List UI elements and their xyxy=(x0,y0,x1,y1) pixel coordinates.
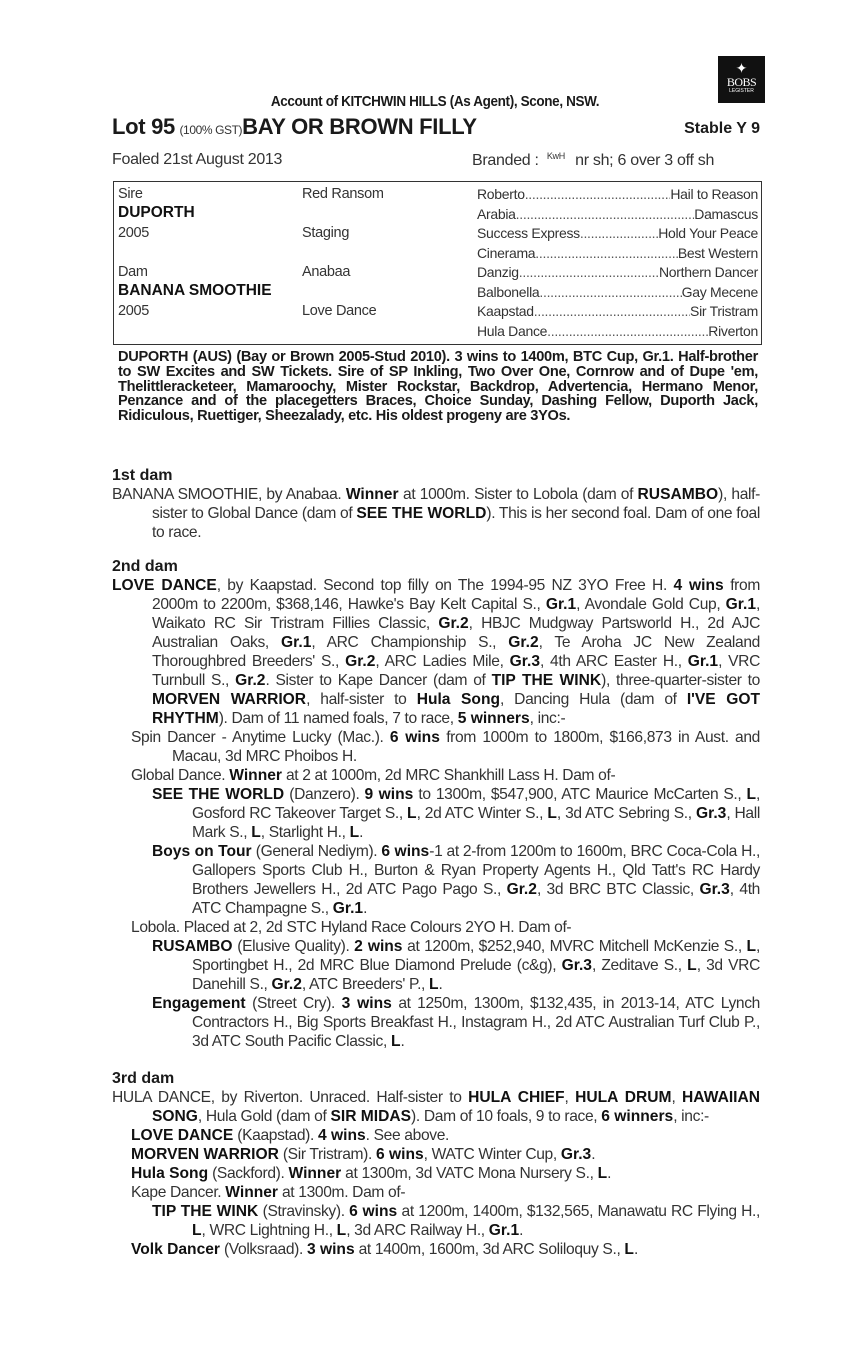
highlight-text: Gr.2 xyxy=(235,672,266,689)
body-text: at 1300m. Dam of- xyxy=(278,1184,406,1201)
leader-dots xyxy=(539,284,681,300)
sire-label: Sire xyxy=(118,186,143,202)
progeny-entry xyxy=(112,918,760,937)
body-text: Lobola. Placed at 2, 2d STC Hyland Race Colours 2YO H. Dam of- xyxy=(131,919,572,936)
g3-horse: Cinerama xyxy=(477,244,536,261)
pedigree-g3-row xyxy=(477,245,758,261)
body-text: , ARC Ladies Mile, xyxy=(375,653,510,670)
highlight-text: Gr.1 xyxy=(281,634,312,651)
body-text: ). Dam of 10 foals, 9 to race, xyxy=(411,1108,602,1125)
body-text: BANANA SMOOTHIE, by Anabaa. xyxy=(112,486,346,503)
highlight-text: SIR MIDAS xyxy=(330,1108,412,1125)
body-text: . xyxy=(519,1222,524,1239)
body-text: -1 at 2-from 1200m to 1600m, BRC Coca-Cola H., Gallopers Sports Club H., Burton & Ryan Property Agents H., Qld Tatt's RC Hardy Brothers Jewellers H., 2d ATC Pago Pago S., xyxy=(192,843,761,898)
body-text: , half-sister to xyxy=(306,691,417,708)
body-text: , Zeditave S., xyxy=(591,957,688,974)
body-text: at 1200m, $252,940, MVRC Mitchell McKenzie S., xyxy=(402,938,747,955)
highlight-text: 6 wins xyxy=(349,1203,398,1220)
highlight-text: Hula Song xyxy=(131,1165,209,1182)
body-text: ). Dam of 11 named foals, 7 to race, xyxy=(218,710,458,727)
highlight-text: L xyxy=(624,1241,634,1258)
highlight-text: Gr.1 xyxy=(488,1222,520,1239)
progeny-entry xyxy=(112,1240,760,1259)
highlight-text: LOVE DANCE xyxy=(131,1127,234,1144)
brand-mark: KwH xyxy=(546,151,565,161)
highlight-text: 4 wins xyxy=(317,1127,366,1144)
highlight-text: Winner xyxy=(229,767,282,784)
leader-dots xyxy=(547,323,708,339)
dam-label: Dam xyxy=(118,264,148,280)
body-text: , VRC Turnbull S., xyxy=(152,653,761,689)
highlight-text: Gr.1 xyxy=(687,653,719,670)
highlight-text: Winner xyxy=(225,1184,278,1201)
first-dam-heading: 1st dam xyxy=(112,467,173,484)
body-text: , Dancing Hula (dam of xyxy=(500,691,687,708)
leader-dots xyxy=(519,264,659,280)
g3-sire: Northern Dancer xyxy=(659,264,758,280)
highlight-text: 6 wins xyxy=(389,729,440,746)
highlight-text: L xyxy=(429,976,439,993)
body-text: (Kaapstad). xyxy=(233,1127,318,1144)
third-dam-heading: 3rd dam xyxy=(112,1070,175,1087)
body-text: at 1400m, 1600m, 3d ARC Soliloquy S., xyxy=(354,1241,625,1258)
body-text: , ATC Breeders' P., xyxy=(301,976,430,993)
highlight-text: Gr.1 xyxy=(725,596,756,613)
body-text: , xyxy=(564,1089,576,1106)
body-text: (Sackford). xyxy=(208,1165,289,1182)
highlight-text: 6 wins xyxy=(376,1146,424,1163)
sire-sire: Red Ransom xyxy=(302,186,384,202)
highlight-text: Gr.1 xyxy=(545,596,577,613)
body-text: , Waikato RC Sir Tristram Fillies Classic, xyxy=(152,596,760,632)
body-text: ), half-sister to Global Dance (dam of xyxy=(152,486,760,522)
body-text: Kape Dancer. xyxy=(131,1184,226,1201)
highlight-text: 2 wins xyxy=(354,938,403,955)
lot-number: Lot 95 xyxy=(112,114,175,139)
body-text: (Danzero). xyxy=(284,786,365,803)
body-text: . xyxy=(359,824,364,841)
highlight-text: Winner xyxy=(288,1165,342,1182)
body-text: , 3d ATC Sebring S., xyxy=(556,805,696,822)
body-text: , Te Aroha JC New Zealand Thoroughbred Breeders' S., xyxy=(152,634,760,670)
highlight-text: 6 winners xyxy=(601,1108,674,1125)
body-text: from 1000m to 1800m, $166,873 in Aust. and Macau, 3d MRC Phoibos H. xyxy=(172,729,760,765)
leader-dots xyxy=(580,225,658,241)
dam-dam: Love Dance xyxy=(302,303,377,319)
highlight-text: L xyxy=(407,805,417,822)
highlight-text: Gr.2 xyxy=(438,615,469,632)
body-text: from 2000m to 2200m, $368,146, Hawke's Bay Kelt Capital S., xyxy=(152,577,760,613)
g3-horse: Roberto xyxy=(477,186,525,202)
body-text: , Avondale Gold Cup, xyxy=(576,596,726,613)
highlight-text: MORVEN WARRIOR xyxy=(131,1146,279,1163)
body-text: at 1200m, 1400m, $132,565, Manawatu RC Flying H., xyxy=(397,1203,760,1220)
g3-sire: Damascus xyxy=(694,205,758,222)
body-text: , Hula Gold (dam of xyxy=(197,1108,331,1125)
body-text: , Hall Mark S., xyxy=(192,805,760,841)
grand-progeny-entry xyxy=(112,994,760,1051)
highlight-text: HULA DRUM xyxy=(575,1089,672,1106)
highlight-text: L xyxy=(336,1222,347,1239)
highlight-text: Gr.3 xyxy=(699,881,730,898)
grand-progeny-entry xyxy=(112,842,760,918)
highlight-text: SEE THE WORLD xyxy=(152,786,285,803)
branded-label: Branded : xyxy=(472,152,539,169)
highlight-text: 6 wins xyxy=(381,843,430,860)
sire-summary: DUPORTH (AUS) (Bay or Brown 2005-Stud 2010). 3 wins to 1400m, BTC Cup, Gr.1. Half-brother to SW Excites and SW Tickets. Sire of SP Inkling, Two Over One, Cornrow and of Dupe 'em, Thelittleracketeer, Mamaroochy, Mister Rockstar, Backdrop, Advertencia, Hermano Menor, Penzance and of the placegetters Braces, Choice Sunday, Dashing Fellow, Duporth Jack, Ridiculous, Ruettiger, Sheezalady, etc. His oldest progeny are 3YOs. xyxy=(118,349,758,425)
third-dam-section xyxy=(112,1069,760,1259)
body-text: . xyxy=(633,1241,638,1258)
g3-horse: Kaapstad xyxy=(477,303,534,319)
progeny-entry xyxy=(112,766,760,785)
pedigree-g3-row xyxy=(477,186,758,202)
body-text: (Elusive Quality). xyxy=(232,938,355,955)
grand-progeny-entry xyxy=(112,1202,760,1240)
highlight-text: L xyxy=(192,1222,202,1239)
highlight-text: Gr.1 xyxy=(332,900,364,917)
body-text: (Volksraad). xyxy=(219,1241,307,1258)
progeny-entry xyxy=(112,1145,760,1164)
highlight-text: Gr.2 xyxy=(508,634,539,651)
highlight-text: Volk Dancer xyxy=(131,1241,220,1258)
highlight-text: 5 winners xyxy=(457,710,530,727)
body-text: , 4th ATC Champagne S., xyxy=(192,881,761,917)
body-text: , 3d VRC Danehill S., xyxy=(192,957,760,993)
g3-sire: Sir Tristram xyxy=(690,303,758,319)
sire-dam: Staging xyxy=(302,225,350,241)
highlight-text: TIP THE WINK xyxy=(491,672,602,689)
brand-info xyxy=(472,151,714,170)
sire-year: 2005 xyxy=(118,225,150,241)
progeny-entry xyxy=(112,1126,760,1145)
g3-horse: Arabia xyxy=(477,205,516,222)
body-text: , Gosford RC Takeover Target S., xyxy=(192,786,760,822)
highlight-text: L xyxy=(251,824,261,841)
grand-progeny-entry xyxy=(112,785,760,842)
highlight-text: Engagement xyxy=(152,995,246,1012)
body-text: . xyxy=(438,976,443,993)
highlight-text: L xyxy=(597,1165,608,1182)
sire-name: DUPORTH xyxy=(118,204,195,221)
body-text: at 1300m, 3d VATC Mona Nursery S., xyxy=(341,1165,598,1182)
highlight-text: L xyxy=(746,938,756,955)
body-text: , Sportingbet H., 2d MRC Blue Diamond Prelude (c&g), xyxy=(192,938,760,974)
body-text: . xyxy=(591,1146,596,1163)
body-text: , WATC Winter Cup, xyxy=(423,1146,561,1163)
highlight-text: SEE THE WORLD xyxy=(356,505,487,522)
logo-subtext: LEGISTER xyxy=(729,88,754,94)
dam-entry xyxy=(112,576,760,728)
bird-logo-icon: ✦ xyxy=(735,60,748,76)
dam-year: 2005 xyxy=(118,303,150,319)
g3-sire: Riverton xyxy=(708,322,758,339)
body-text: Global Dance. xyxy=(131,767,230,784)
body-text: to 1300m, $547,900, ATC Maurice McCarten S., xyxy=(413,786,747,803)
dam-entry xyxy=(112,1088,760,1126)
body-text: ). This is her second foal. Dam of one foal to race. xyxy=(152,505,760,541)
body-text: . See above. xyxy=(365,1127,450,1144)
dam-sire: Anabaa xyxy=(302,264,351,280)
highlight-text: Gr.2 xyxy=(506,881,537,898)
body-text: at 1000m. Sister to Lobola (dam of xyxy=(398,486,638,503)
body-text: . Sister to Kape Dancer (dam of xyxy=(265,672,492,689)
dam-entry xyxy=(112,485,760,542)
highlight-text: 4 wins xyxy=(673,577,724,594)
body-text: , HBJC Mudgway Partsworld H., 2d AJC Australian Oaks, xyxy=(152,615,760,651)
highlight-text: 9 wins xyxy=(364,786,414,803)
body-text: (Sir Tristram). xyxy=(278,1146,376,1163)
highlight-text: Gr.2 xyxy=(271,976,302,993)
body-text: . xyxy=(363,900,368,917)
dam-name: BANANA SMOOTHIE xyxy=(118,282,272,299)
highlight-text: L xyxy=(547,805,557,822)
highlight-text: Gr.3 xyxy=(560,1146,592,1163)
highlight-text: L xyxy=(746,786,757,803)
highlight-text: Winner xyxy=(345,486,399,503)
pedigree-table xyxy=(113,181,762,345)
leader-dots xyxy=(525,186,671,202)
body-text: , 4th ARC Easter H., xyxy=(540,653,688,670)
body-text: . xyxy=(400,1033,405,1050)
body-text: , inc:- xyxy=(673,1108,709,1125)
pedigree-g3-row xyxy=(477,303,758,319)
body-text: at 2 at 1000m, 2d MRC Shankhill Lass H. Dam of- xyxy=(281,767,616,784)
highlight-text: RUSAMBO xyxy=(637,486,719,503)
highlight-text: Boys on Tour xyxy=(152,843,252,860)
body-text: . xyxy=(607,1165,612,1182)
progeny-entry xyxy=(112,728,760,766)
highlight-text: LOVE DANCE xyxy=(112,577,217,594)
second-dam-section xyxy=(112,557,760,1051)
body-text: at 1250m, 1300m, $132,435, in 2013-14, ATC Lynch Contractors H., Big Sports Breakfast H., Instagram H., 2d ATC Australian Turf Club P., 3d ATC South Pacific Classic, xyxy=(192,995,760,1050)
g3-sire: Hold Your Peace xyxy=(658,225,758,241)
body-text: Spin Dancer - Anytime Lucky (Mac.). xyxy=(131,729,390,746)
highlight-text: Gr.3 xyxy=(695,805,727,822)
body-text: , WRC Lightning H., xyxy=(201,1222,337,1239)
body-text: (Stravinsky). xyxy=(258,1203,350,1220)
highlight-text: Gr.2 xyxy=(345,653,376,670)
second-dam-heading: 2nd dam xyxy=(112,558,178,575)
body-text: , ARC Championship S., xyxy=(311,634,509,651)
body-text: , Starlight H., xyxy=(260,824,350,841)
body-text: HULA DANCE, by Riverton. Unraced. Half-sister to xyxy=(112,1089,469,1106)
g3-horse: Danzig xyxy=(477,264,519,280)
highlight-text: I'VE GOT RHYTHM xyxy=(152,691,760,727)
body-text: , by Kaapstad. Second top filly on The 1994-95 NZ 3YO Free H. xyxy=(216,577,674,594)
body-text: , xyxy=(671,1089,683,1106)
pedigree-g3-row xyxy=(477,225,758,241)
lot-title: BAY OR BROWN FILLY xyxy=(242,114,477,139)
highlight-text: L xyxy=(349,824,360,841)
progeny-entry xyxy=(112,1183,760,1202)
g3-horse: Balbonella xyxy=(477,283,540,300)
g3-horse: Hula Dance xyxy=(477,322,548,339)
foaled-date: Foaled 21st August 2013 xyxy=(112,151,283,168)
highlight-text: HULA CHIEF xyxy=(468,1089,565,1106)
g3-horse: Success Express xyxy=(477,225,580,241)
highlight-text: L xyxy=(390,1033,401,1050)
stable-location: Stable Y 9 xyxy=(684,120,760,137)
g3-sire: Best Western xyxy=(677,244,758,261)
pedigree-g3-row xyxy=(477,323,758,339)
body-text: (General Nediym). xyxy=(251,843,382,860)
highlight-text: Gr.3 xyxy=(509,653,540,670)
body-text: , 3d ARC Railway H., xyxy=(346,1222,489,1239)
highlight-text: TIP THE WINK xyxy=(152,1203,259,1220)
highlight-text: 3 wins xyxy=(341,995,392,1012)
pedigree-g3-row xyxy=(477,206,758,222)
grand-progeny-entry xyxy=(112,937,760,994)
lot-header xyxy=(112,114,760,142)
body-text: , inc:- xyxy=(529,710,566,727)
pedigree-g3-row xyxy=(477,264,758,280)
logo-text: BOBS xyxy=(726,75,757,89)
body-text: (Street Cry). xyxy=(245,995,342,1012)
highlight-text: Hula Song xyxy=(416,691,500,708)
brand-description: nr sh; 6 over 3 off sh xyxy=(575,152,715,169)
highlight-text: L xyxy=(687,957,697,974)
g3-sire: Gay Mecene xyxy=(681,283,758,300)
highlight-text: Gr.3 xyxy=(561,957,592,974)
g3-sire: Hail to Reason xyxy=(670,186,758,202)
leader-dots xyxy=(516,206,695,222)
leader-dots xyxy=(535,245,678,261)
highlight-text: HAWAIIAN SONG xyxy=(152,1089,761,1125)
progeny-entry xyxy=(112,1164,760,1183)
body-text: , 3d BRC BTC Classic, xyxy=(536,881,700,898)
highlight-text: 3 wins xyxy=(306,1241,355,1258)
body-text: , 2d ATC Winter S., xyxy=(416,805,548,822)
vendor-account: Account of KITCHWIN HILLS (As Agent), Scone, NSW. xyxy=(270,93,600,110)
body-text: ), three-quarter-sister to xyxy=(601,672,760,689)
first-dam-section xyxy=(112,466,760,542)
highlight-text: RUSAMBO xyxy=(152,938,233,955)
pedigree-g3-row xyxy=(477,284,758,300)
gst-note: (100% GST) xyxy=(179,123,243,137)
leader-dots xyxy=(534,303,690,319)
highlight-text: MORVEN WARRIOR xyxy=(152,691,307,708)
